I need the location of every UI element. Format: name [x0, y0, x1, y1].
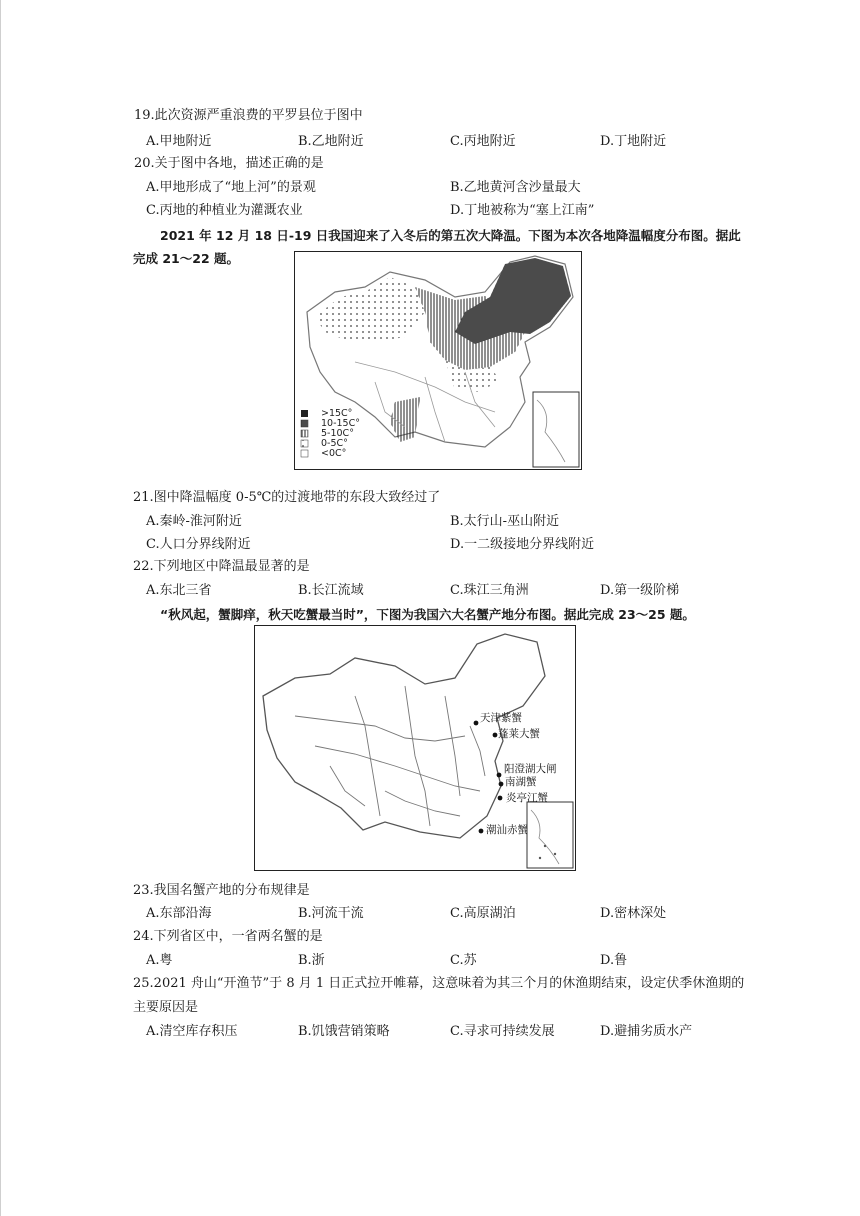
q23-option-c[interactable]: C.高原湖泊: [450, 906, 516, 921]
crab-dot-penglai: [493, 733, 498, 738]
crab-label-yanting: 炎亭江蟹: [506, 792, 548, 804]
q20-option-d[interactable]: D.丁地被称为“塞上江南”: [450, 203, 595, 218]
q20-option-c[interactable]: C.丙地的种植业为灌溉农业: [146, 203, 303, 218]
question-20-stem: 20.关于图中各地，描述正确的是: [134, 156, 324, 171]
q22-option-c[interactable]: C.珠江三角洲: [450, 583, 529, 598]
crab-origin-map: [254, 625, 576, 871]
q20-option-b[interactable]: B.乙地黄河含沙量最大: [450, 180, 581, 195]
q22-option-d[interactable]: D.第一级阶梯: [600, 583, 680, 598]
q24-option-a[interactable]: A.粤: [146, 953, 173, 968]
legend-item-below-0: <0C°: [321, 448, 347, 459]
q23-option-d[interactable]: D.密林深处: [600, 906, 667, 921]
crab-dot-tianjin: [474, 721, 479, 726]
q25-option-c[interactable]: C.寻求可持续发展: [450, 1024, 555, 1039]
q22-option-b[interactable]: B.长江流域: [298, 583, 364, 598]
q23-option-a[interactable]: A.东部沿海: [146, 906, 212, 921]
crab-dot-nanhu: [499, 782, 504, 787]
q25-option-b[interactable]: B.饥饿营销策略: [298, 1024, 390, 1039]
q21-option-a[interactable]: A.秦岭-淮河附近: [146, 514, 242, 529]
crab-dot-yanting: [498, 796, 503, 801]
q24-option-d[interactable]: D.鲁: [600, 953, 628, 968]
legend-item-10-15: 10-15C°: [321, 418, 360, 429]
q21-option-b[interactable]: B.太行山-巫山附近: [450, 514, 560, 529]
question-19-stem: 19.此次资源严重浪费的平罗县位于图中: [134, 108, 363, 123]
intro-21-22-line2: 完成 21～22 题。: [133, 251, 239, 266]
question-21-stem: 21.图中降温幅度 0-5℃的过渡地带的东段大致经过了: [133, 490, 441, 505]
question-25-stem-line2: 主要原因是: [133, 1000, 199, 1015]
q23-option-b[interactable]: B.河流干流: [298, 906, 364, 921]
q25-option-a[interactable]: A.清空库存积压: [146, 1024, 238, 1039]
temperature-drop-map: [294, 251, 582, 470]
crab-label-yangcheng: 阳澄湖大闸: [504, 763, 557, 775]
crab-dot-chaoshan: [479, 829, 484, 834]
page-left-edge: [0, 0, 1, 1216]
crab-label-chaoshan: 潮汕赤蟹: [486, 824, 528, 836]
question-24-stem: 24.下列省区中，一省两名蟹的是: [133, 929, 323, 944]
question-25-stem-line1: 25.2021 舟山“开渔节”于 8 月 1 日正式拉开帷幕，这意味着为其三个月的休渔期结束，设定伏季休渔期的: [133, 976, 745, 991]
q19-option-b[interactable]: B.乙地附近: [298, 134, 364, 149]
crab-label-tianjin: 天津紫蟹: [480, 712, 522, 724]
q19-option-d[interactable]: D.丁地附近: [600, 134, 667, 149]
temperature-legend: [321, 408, 381, 468]
q25-option-d[interactable]: D.避捕劣质水产: [600, 1024, 693, 1039]
legend-item-0-5: 0-5C°: [321, 438, 348, 449]
crab-label-nanhu: 南湖蟹: [505, 776, 537, 788]
legend-item-over-15: >15C°: [321, 408, 353, 419]
q20-option-a[interactable]: A.甲地形成了“地上河”的景观: [146, 180, 316, 195]
crab-label-penglai: 蓬莱大蟹: [498, 728, 540, 740]
q19-option-c[interactable]: C.丙地附近: [450, 134, 516, 149]
q21-option-c[interactable]: C.人口分界线附近: [146, 537, 251, 552]
question-23-stem: 23.我国名蟹产地的分布规律是: [133, 883, 310, 898]
q22-option-a[interactable]: A.东北三省: [146, 583, 212, 598]
intro-21-22-line1: 2021 年 12 月 18 日-19 日我国迎来了入冬后的第五次大降温。下图为本次各地降温幅度分布图。据此: [160, 228, 741, 243]
q21-option-d[interactable]: D.一二级接地分界线附近: [450, 537, 595, 552]
crab-dot-yangcheng: [497, 773, 502, 778]
q24-option-c[interactable]: C.苏: [450, 953, 477, 968]
intro-23-25: “秋风起，蟹脚痒，秋天吃蟹最当时”，下图为我国六大名蟹产地分布图。据此完成 23～25 题。: [160, 607, 695, 622]
q24-option-b[interactable]: B.浙: [298, 953, 325, 968]
q19-option-a[interactable]: A.甲地附近: [146, 134, 212, 149]
question-22-stem: 22.下列地区中降温最显著的是: [133, 559, 310, 574]
legend-item-5-10: 5-10C°: [321, 428, 354, 439]
